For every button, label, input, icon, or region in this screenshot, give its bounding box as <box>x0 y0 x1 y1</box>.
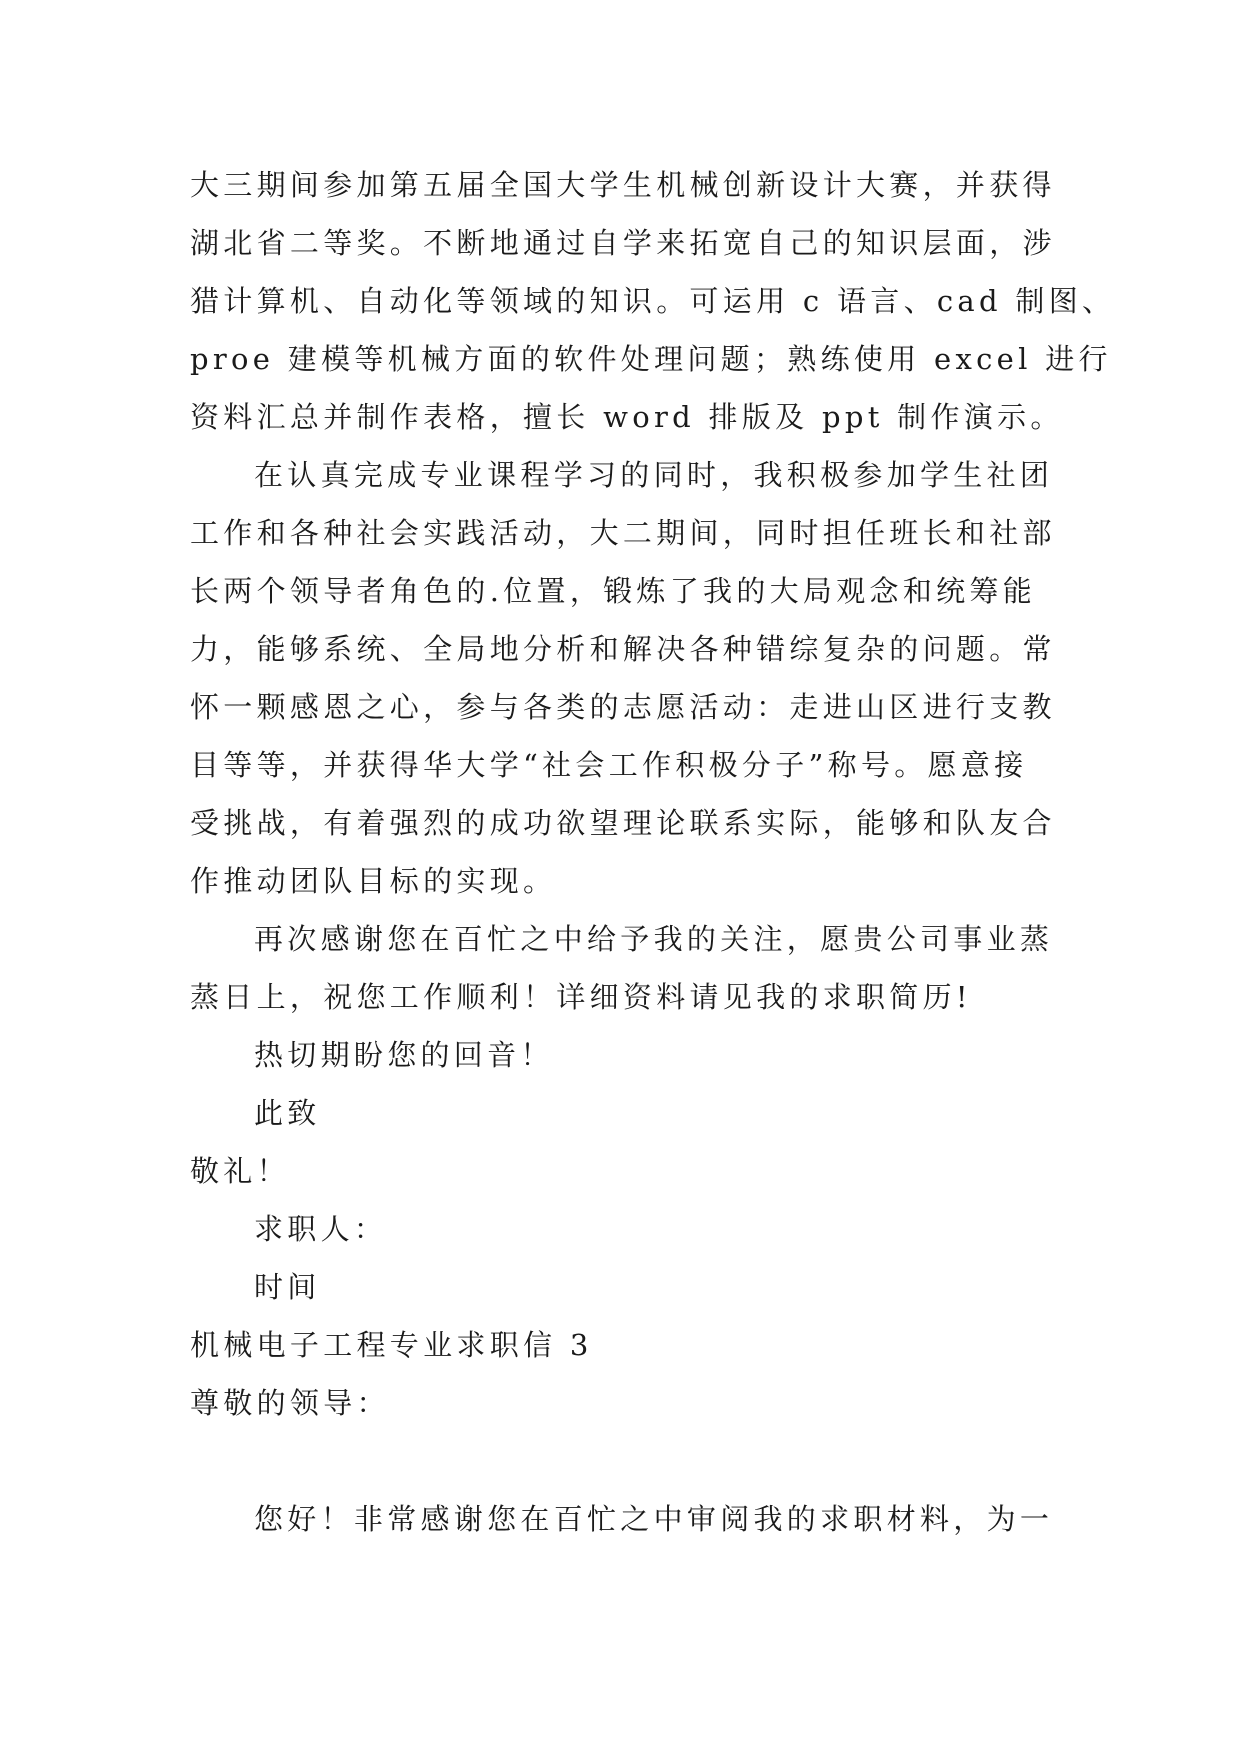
body-line: 长两个领导者角色的.位置，锻炼了我的大局观念和统筹能 <box>190 574 1037 608</box>
body-line: 资料汇总并制作表格，擅长 word 排版及 ppt 制作演示。 <box>190 400 1064 434</box>
body-line: proe 建模等机械方面的软件处理问题；熟练使用 excel 进行 <box>190 342 1112 376</box>
body-line: 蒸日上，祝您工作顺利！详细资料请见我的求职简历! <box>190 980 972 1014</box>
body-line: 大三期间参加第五届全国大学生机械创新设计大赛，并获得 <box>190 168 1056 202</box>
body-line: 工作和各种社会实践活动，大二期间，同时担任班长和社部 <box>190 516 1056 550</box>
body-line: 受挑战，有着强烈的成功欲望理论联系实际，能够和队友合 <box>190 806 1056 840</box>
section-title: 机械电子工程专业求职信 3 <box>190 1328 593 1362</box>
body-line: 湖北省二等奖。不断地通过自学来拓宽自己的知识层面，涉 <box>190 226 1056 260</box>
body-line: 目等等，并获得华大学“社会工作积极分子”称号。愿意接 <box>190 748 1028 782</box>
date-line: 时间 <box>254 1270 321 1304</box>
body-line: 力，能够系统、全局地分析和解决各种错综复杂的问题。常 <box>190 632 1056 666</box>
body-line: 猎计算机、自动化等领域的知识。可运用 c 语言、cad 制图、 <box>190 284 1116 318</box>
paragraph-start-line: 您好！非常感谢您在百忙之中审阅我的求职材料，为一 <box>254 1502 1054 1536</box>
closing-line: 热切期盼您的回音！ <box>254 1038 554 1072</box>
paragraph-start-line: 在认真完成专业课程学习的同时，我积极参加学生社团 <box>254 458 1054 492</box>
signature-line: 求职人： <box>254 1212 388 1246</box>
body-line: 作推动团队目标的实现。 <box>190 864 557 898</box>
salutation-line: 敬礼！ <box>190 1154 290 1188</box>
greeting-line: 尊敬的领导： <box>190 1386 390 1420</box>
paragraph-start-line: 再次感谢您在百忙之中给予我的关注，愿贵公司事业蒸 <box>254 922 1054 956</box>
body-line: 怀一颗感恩之心，参与各类的志愿活动：走进山区进行支教 <box>190 690 1056 724</box>
salutation-line: 此致 <box>254 1096 321 1130</box>
